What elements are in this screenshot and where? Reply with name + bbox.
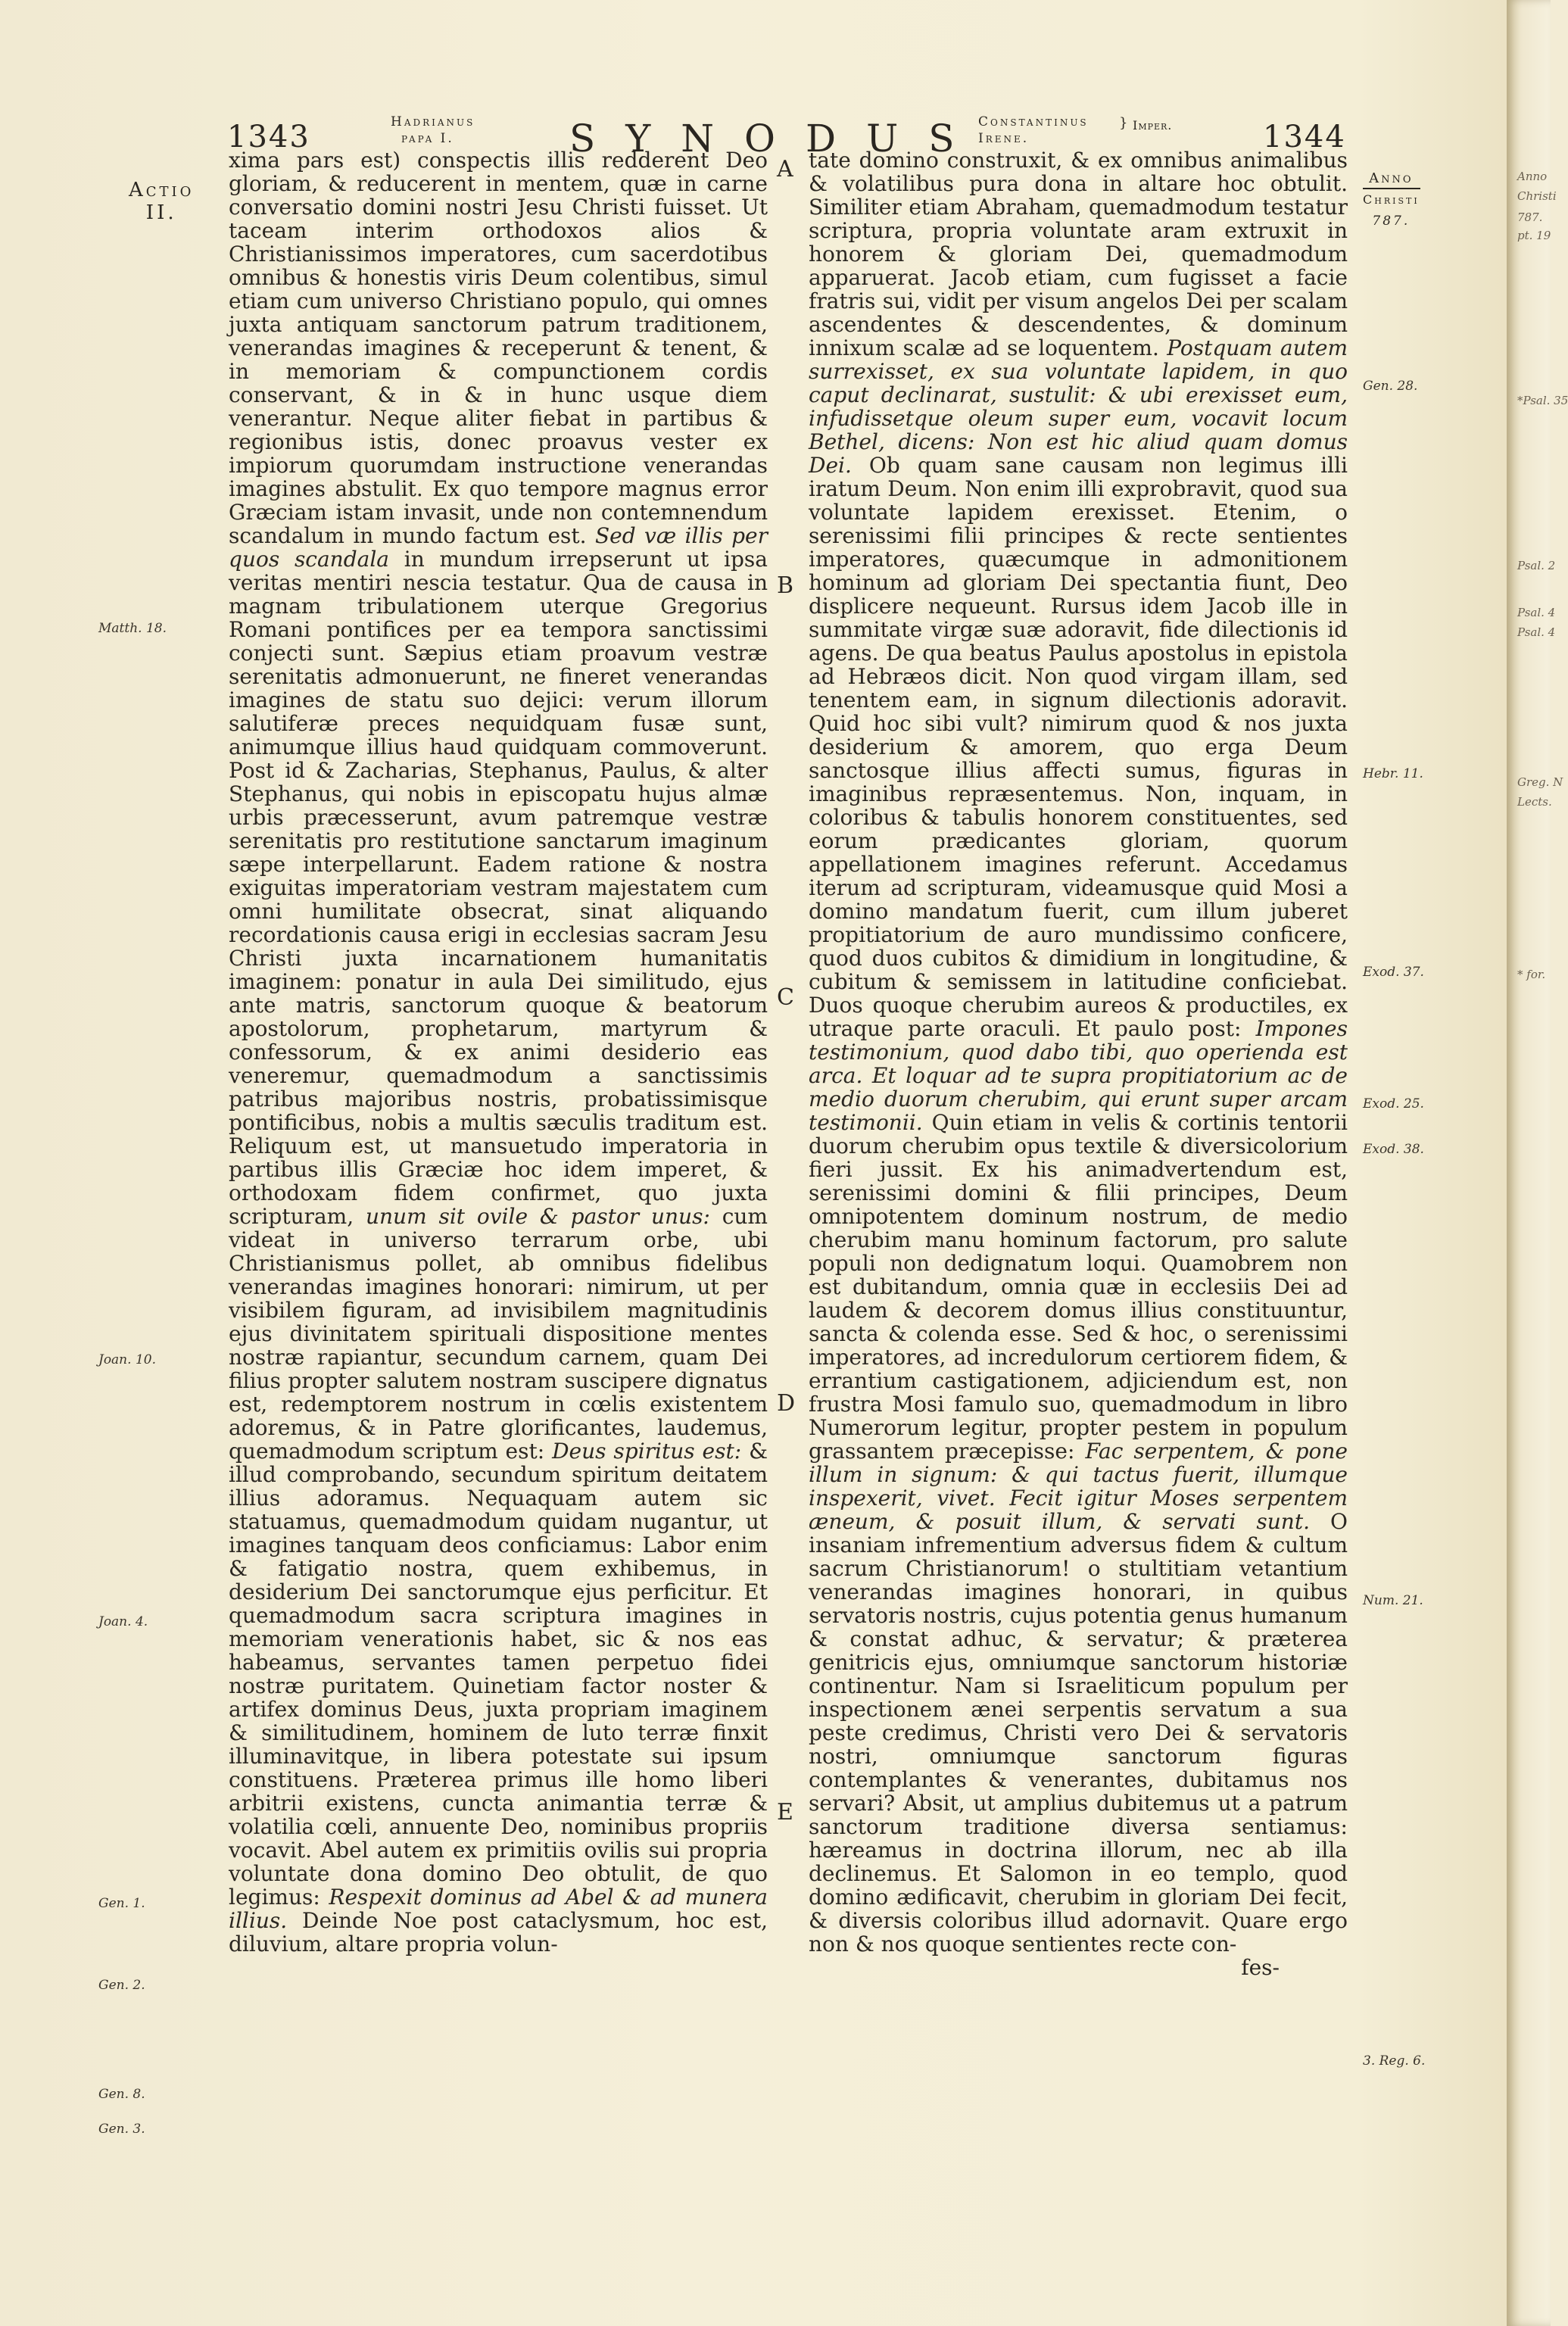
running-head-right-line1: Constantinus	[978, 114, 1089, 129]
margin-note-right: Num. 21.	[1363, 1593, 1423, 1608]
text-run: xima pars est) conspectis illis redderent Deo gloriam, & reducerent in mentem, quæ in carne conversatio domini nostri Jesu Christi fuisset. Ut taceam interim orthodoxos alios & Christianissimos imperatores, cum sacerdotibus omnibus & honestis viris Deum colentibus, simul etiam cum universo Christiano populo, qui omnes juxta antiquam sanctorum patrum traditionem, venerandas imagines & receperunt & tenent, & in memoriam & compunctionem cordis conservant, & in & in hunc usque diem venerantur. Neque aliter fiebat in partibus & regionibus istis, donec proavus vester ex impiorum quorumdam instructione venerandas imagines abstulit. Ex quo tempore magnus error Græciam istam invasit, unde non contemnendum scandalum in mundo factum est.	[229, 148, 768, 548]
christi-word: Christi	[1363, 192, 1420, 207]
section-letter-d: D	[777, 1390, 796, 1417]
running-head-right	[978, 114, 1089, 147]
section-letter-e: E	[777, 1799, 793, 1826]
anno-christi-label	[1363, 168, 1420, 232]
column-paragraph	[229, 148, 768, 1956]
running-head-left-line1: Hadrianus	[391, 114, 475, 129]
page-number-left: 1343	[227, 120, 310, 154]
margin-note-right: Gen. 28.	[1363, 379, 1418, 394]
text-run: O insaniam infrementium adversus fidem & cultum sacrum Christianorum! o stultitiam vetantium venerandas imagines honorari, in quibus servatoris nostris, cujus potentia genus humanum & constat adhuc, & servatur; & præterea genitricis ejus, omniumque sanctorum historiæ continentur. Nam si Israeliticum populum per inspectionem ænei serpentis servatum a sua peste credimus, Christi vero Dei & servatoris nostri, omniumque sanctorum figuras contemplantes & venerantes, dubitamus nos servari? Absit, ut amplius dubitemus ut a patrum sanctorum traditione diversa sentiamus: hæreamus in doctrina illorum, nec ab illa declinemus. Et Salomon in eo templo, quod domino ædificavit, cherubim in gloriam Dei fecit, & diversis coloribus illud adornavit. Quare ergo non & nos quoque sentientes recte con-	[809, 1509, 1348, 1957]
margin-note-left: Gen. 2.	[98, 1978, 145, 1993]
text-run: Deinde Noe post cataclysmum, hoc est, diluvium, altare propria volun-	[229, 1908, 768, 1957]
text-run: & illud comprobando, secundum spiritum deitatem illius adoramus. Nequaquam autem sic statuamus, quemadmodum quidam nugantur, ut imagines tanquam deos conficiamus: Labor enim & fatigatio nostra, quem exhibemus, in desiderium Dei sanctorumque ejus perficitur. Et quemadmodum sacra scriptura imagines in memoriam venerationis habet, sic & nos eas habeamus, servantes tamen perpetuo fidei nostræ puritatem. Quinetiam factor noster & artifex dominus Deus, juxta propriam imaginem & similitudinem, hominem de luto terræ finxit illuminavitque, in libera potestate sui ipsum constituens. Præterea primus ille homo liberi arbitrii existens, cuncta animantia terræ & volatilia cœli, annuente Deo, nominibus propriis vocavit. Abel autem ex primitiis ovilis sui propria voluntate dona domino Deo obtulit, de quo legimus:	[229, 1439, 768, 1910]
margin-note-left: Gen. 8.	[98, 2087, 145, 2102]
scripture-quote: Respexit dominus ad Abel & ad munera illius.	[229, 1885, 768, 1933]
running-title: SYNODUS	[569, 117, 985, 161]
actio-number: II.	[145, 201, 177, 224]
text-column-left	[229, 148, 768, 1956]
running-head-right-line2: Irene.	[978, 131, 1030, 146]
edge-note: 787.	[1517, 210, 1543, 224]
scripture-quote: Deus spiritus est:	[552, 1439, 742, 1464]
edge-note: * for.	[1517, 968, 1546, 981]
edge-note: Christi	[1517, 189, 1557, 203]
edge-note: pt. 19	[1517, 229, 1551, 242]
margin-note-right: Hebr. 11.	[1363, 766, 1423, 781]
edge-note: Psal. 4	[1517, 625, 1556, 639]
edge-note: Psal. 2	[1517, 559, 1556, 572]
catchword: fes-	[1241, 1955, 1280, 1980]
margin-note-left: Gen. 3.	[98, 2122, 145, 2137]
anno-word: Anno	[1369, 170, 1414, 186]
facing-page-edge	[1507, 0, 1568, 2326]
edge-note: Psal. 4	[1517, 606, 1556, 619]
text-run: in mundum irrepserunt ut ipsa veritas mentiri nescia testatur. Qua de causa in magnam tribulationem uterque Gregorius Romani pontifices per ea tempora sanctissimi conjecti sunt. Sæpius etiam proavum vestræ serenitatis admonuerunt, ne fineret venerandas imagines de statu suo dejici: verum illorum salutiferæ preces nequidquam fusæ sunt, animumque illius haud quidquam commoverunt. Post id & Zacharias, Stephanus, Paulus, & alter Stephanus, qui nobis in episcopatu hujus almæ urbis præcesserunt, avum patremque vestræ serenitatis pro restitutione sanctarum imaginum sæpe interpellarunt. Eadem ratione & nostra exiguitas imperatoriam vestram majestatem cum omni humilitate obsecrat, sinat aliquando recordationis causa erigi in ecclesias sacram Jesu Christi juxta incarnationem humanitatis imaginem: ponatur in aula Dei similitudo, ejus ante matris, sanctorum quoque & beatorum apostolorum, prophetarum, martyrum & confessorum, & ex animi desiderio eas veneremur, quemadmodum a sanctissimis patribus majoribus nostris, probatissimisque pontificibus, nobis a multis sæculis traditum est. Reliquum est, ut mansuetudo imperatoria in partibus illis Græciæ hoc idem imperet, & orthodoxam fidem confirmet, quo juxta scripturam,	[229, 547, 768, 1229]
actio-word: Actio	[129, 179, 195, 201]
anno-year: 787.	[1372, 214, 1411, 229]
running-head-brace: }	[1119, 115, 1128, 131]
text-run: Quin etiam in velis & cortinis tentorii duorum cherubim opus textile & diversicolorium fieri jussit. Ex his animadvertendum est, serenissimi domini & filii principes, Deum omnipotentem dominum nostrum, de medio cherubim manu hominum factorum, pro salute populi non dedignatum loqui. Quamobrem non est dubitandum, omnia quæ in ecclesiis Dei ad laudem & decorem domus illius constituuntur, sancta & colenda esse. Sed & hoc, o serenissimi imperatores, ad incredulorum certiorem fidem, & errantium castigationem, adjiciendum est, non frustra Mosi famulo suo, quemadmodum in libro Numerorum legitur, propter pestem in populum grassantem præcepisse:	[809, 1110, 1348, 1464]
running-head-left-line2: papa I.	[401, 131, 454, 146]
margin-note-right: Exod. 25.	[1363, 1096, 1424, 1112]
margin-note-right: Exod. 38.	[1363, 1142, 1424, 1157]
scripture-quote: Postquam autem surrexisset, ex sua voluntate lapidem, in quo caput declinarat, sustulit: & ubi erexisset eum, infudissetque oleum super eum, vocavit locum Bethel, dicens: Non est hic aliud quam domus Dei.	[809, 335, 1348, 478]
text-run: cum videat in universo terrarum orbe, ubi Christianismus pollet, ab omnibus fidelibus venerandas imagines honorari: nimirum, ut per visibilem figuram, ad invisibilem magnitudinis ejus divinitatem spirituali dispositione mentes nostræ rapiantur, secundum carnem, quam Dei filius propter salutem nostram suscipere dignatus est, redemptorem nostrum in cœlis existentem adoremus, & in Patre glorificantes, laudemus, quemadmodum scriptum est:	[229, 1204, 768, 1464]
edge-note: Greg. N	[1517, 775, 1563, 789]
text-run: Ob quam sane causam non legimus illi iratum Deum. Non enim illi exprobravit, quod sua voluntate lapidem erexisset. Etenim, o serenissimi filii principes & recte sentientes imperatores, quæcumque in admonitionem hominum ad gloriam Dei spectantia fiunt, Deo displicere nequeunt. Rursus idem Jacob ille in summitate virgæ suæ adoravit, fide dilectionis id agens. De qua beatus Paulus apostolus in epistola ad Hebræos dicit. Non quod virgam illam, sed tenentem eam, in signum dilectionis adoravit. Quid hoc sibi vult? nimirum quod & nos juxta desiderium & amorem, quo erga Deum sanctosque illius affecti sumus, figuras in imaginibus repræsentemus. Non, inquam, in coloribus & tabulis honorem constituentes, sed eorum prædicantes gloriam, quorum appellationem imagines referunt. Accedamus iterum ad scripturam, videamusque quid Mosi a domino mandatum fuerit, cum illum juberet propitiatorium de auro mundissimo conficere, quod duos cubitos & dimidium in longitudine, & cubitum & semissem in latitudine conficiebat. Duos quoque cherubim aureos & productiles, ex utraque parte oraculi. Et paulo post:	[809, 453, 1348, 1041]
actio-label	[129, 179, 194, 224]
edge-note: *Psal. 35	[1517, 394, 1568, 407]
section-letter-c: C	[777, 984, 794, 1011]
running-head-imperatores: Imper.	[1133, 118, 1173, 133]
scripture-quote: Sed væ illis per quos scandala	[229, 523, 768, 572]
section-letter-b: B	[777, 572, 794, 599]
text-column-right	[809, 148, 1348, 1979]
scripture-quote: unum sit ovile & pastor unus:	[365, 1204, 710, 1229]
margin-note-right: 3. Reg. 6.	[1363, 2053, 1426, 2069]
page-number-right: 1344	[1263, 120, 1346, 154]
scripture-quote: Impones testimonium, quod dabo tibi, quo operienda est arca. Et loquar ad te supra propitiatorium ac de medio duorum cherubim, qui erunt super arcam testimonii.	[809, 1016, 1348, 1135]
margin-note-left: Matth. 18.	[98, 621, 167, 636]
edge-note: Anno	[1517, 170, 1548, 183]
column-paragraph	[809, 148, 1348, 1956]
text-run: tate domino construxit, & ex omnibus animalibus & volatilibus pura dona in altare hoc obtulit. Similiter etiam Abraham, quemadmodum testatur scriptura, propria voluntate aram extruxit in honorem & gloriam Dei, quemadmodum apparuerat. Jacob etiam, cum fugisset a facie fratris sui, vidit per visum angelos Dei per scalam ascendentes & descendentes, & dominum innixum scalæ ad se loquentem.	[809, 148, 1348, 360]
margin-note-left: Joan. 10.	[98, 1352, 156, 1367]
margin-note-right: Exod. 37.	[1363, 965, 1424, 980]
section-letter-a: A	[777, 156, 793, 182]
margin-note-left: Gen. 1.	[98, 1896, 145, 1911]
scripture-quote: Fac serpentem, & pone illum in signum: & qui tactus fuerit, illumque inspexerit, vivet. Fecit igitur Moses serpentem æneum, & posuit illum, & servati sunt.	[809, 1439, 1348, 1534]
margin-note-left: Joan. 4.	[98, 1614, 148, 1629]
edge-note: Lects.	[1517, 795, 1552, 809]
anno-rule	[1363, 188, 1420, 189]
running-head-left	[391, 114, 475, 147]
